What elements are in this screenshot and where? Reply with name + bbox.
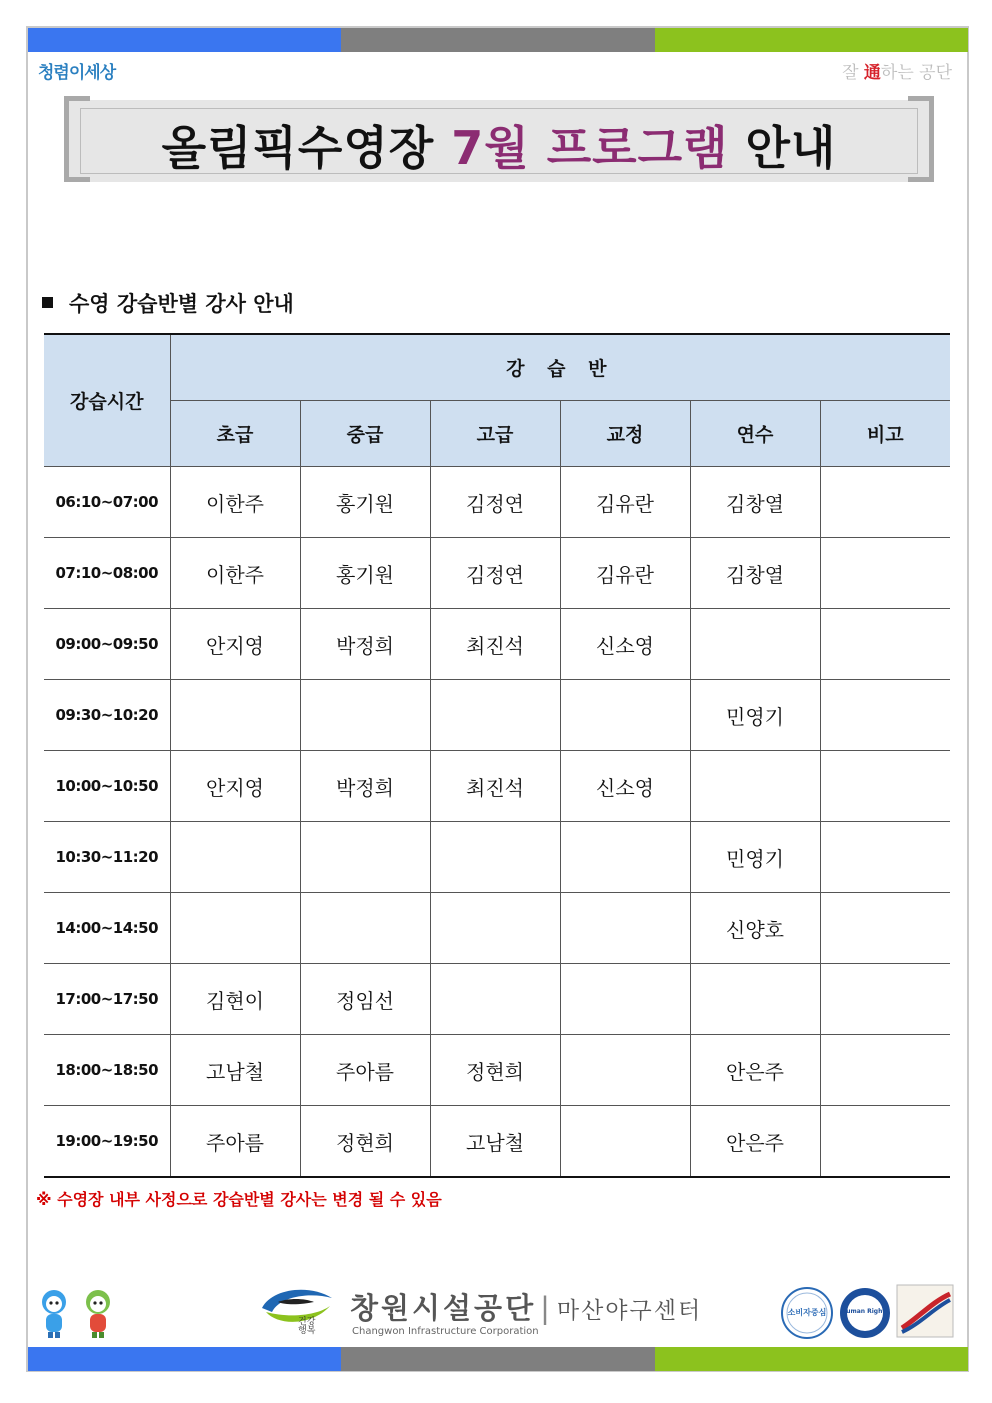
instructor-cell <box>560 1035 690 1106</box>
column-header: 비고 <box>820 401 950 467</box>
table-row <box>44 1035 950 1106</box>
instructor-cell <box>690 964 820 1035</box>
instructor-cell <box>300 680 430 751</box>
instructor-cell: 고남철 <box>170 1035 300 1106</box>
page-title: 올림픽수영장 7월 프로그램 안내 <box>161 121 837 175</box>
instructor-cell <box>690 609 820 680</box>
instructor-cell: 최진석 <box>430 609 560 680</box>
change-notice: ※ 수영장 내부 사정으로 강습반별 강사는 변경 될 수 있음 <box>36 1190 442 1209</box>
instructor-cell <box>430 893 560 964</box>
time-cell: 14:00~14:50 <box>44 893 170 964</box>
class-group-header: 강 습 반 <box>170 334 950 401</box>
section-heading: 수영 강습반별 강사 안내 <box>42 288 294 318</box>
table-row <box>44 538 950 609</box>
time-cell: 07:10~08:00 <box>44 538 170 609</box>
time-column-header: 강습시간 <box>44 334 170 467</box>
instructor-cell: 이한주 <box>170 538 300 609</box>
time-cell: 09:30~10:20 <box>44 680 170 751</box>
time-cell: 09:00~09:50 <box>44 609 170 680</box>
instructor-cell <box>560 680 690 751</box>
human-rights-badge-icon: Human Rights <box>838 1286 892 1340</box>
certification-flag-icon <box>896 1284 954 1342</box>
column-header: 교정 <box>560 401 690 467</box>
instructor-cell <box>820 609 950 680</box>
organization-name: 창원시설공단 | 마산야구센터 <box>350 1291 703 1325</box>
bottom-color-bar <box>28 1347 968 1371</box>
corporation-logo-icon <box>258 1282 338 1346</box>
instructor-cell: 신소영 <box>560 609 690 680</box>
column-header: 초급 <box>170 401 300 467</box>
instructor-cell: 주아름 <box>300 1035 430 1106</box>
table-row <box>44 467 950 538</box>
table-row <box>44 609 950 680</box>
title-box <box>68 100 930 182</box>
instructor-cell <box>300 822 430 893</box>
instructor-cell: 안은주 <box>690 1035 820 1106</box>
instructor-cell <box>170 680 300 751</box>
instructor-cell <box>820 893 950 964</box>
instructor-cell <box>820 467 950 538</box>
instructor-cell: 신양호 <box>690 893 820 964</box>
header-slogan-right: 잘 通하는 공단 <box>842 63 952 83</box>
instructor-cell <box>170 822 300 893</box>
instructor-cell: 신소영 <box>560 751 690 822</box>
time-cell: 06:10~07:00 <box>44 467 170 538</box>
instructor-cell: 박정희 <box>300 609 430 680</box>
instructor-cell: 박정희 <box>300 751 430 822</box>
instructor-cell: 김창열 <box>690 538 820 609</box>
instructor-cell <box>170 893 300 964</box>
table-row <box>44 893 950 964</box>
instructor-cell <box>690 751 820 822</box>
instructor-cell: 정현희 <box>300 1106 430 1178</box>
time-cell: 18:00~18:50 <box>44 1035 170 1106</box>
instructor-cell <box>820 822 950 893</box>
column-header: 고급 <box>430 401 560 467</box>
instructor-cell <box>820 1106 950 1178</box>
instructor-cell: 정현희 <box>430 1035 560 1106</box>
instructor-cell <box>430 822 560 893</box>
instructor-cell <box>820 1035 950 1106</box>
instructor-cell <box>430 964 560 1035</box>
instructor-cell: 김유란 <box>560 467 690 538</box>
instructor-cell <box>560 893 690 964</box>
instructor-cell <box>820 680 950 751</box>
table-row <box>44 680 950 751</box>
top-color-bar <box>28 28 968 52</box>
time-cell: 10:00~10:50 <box>44 751 170 822</box>
instructor-cell <box>430 680 560 751</box>
instructor-cell <box>820 751 950 822</box>
column-header: 연수 <box>690 401 820 467</box>
instructor-cell: 고남철 <box>430 1106 560 1178</box>
instructor-cell: 김정연 <box>430 467 560 538</box>
instructor-cell <box>820 538 950 609</box>
logo-caption: 건강 행복 <box>298 1317 316 1336</box>
instructor-cell: 김유란 <box>560 538 690 609</box>
instructor-cell: 김창열 <box>690 467 820 538</box>
consumer-centered-badge-icon: 소비자중심 <box>780 1286 834 1340</box>
instructor-cell: 안지영 <box>170 609 300 680</box>
instructor-cell <box>560 822 690 893</box>
instructor-cell <box>300 893 430 964</box>
schedule-body <box>44 467 950 1178</box>
square-bullet-icon <box>42 297 53 308</box>
instructor-cell: 안은주 <box>690 1106 820 1178</box>
table-row <box>44 964 950 1035</box>
mascot-images <box>34 1284 134 1346</box>
certification-badges <box>780 1284 954 1342</box>
instructor-cell: 김정연 <box>430 538 560 609</box>
table-row <box>44 1106 950 1178</box>
mascot-icon <box>34 1284 134 1342</box>
instructor-cell: 민영기 <box>690 822 820 893</box>
table-row <box>44 751 950 822</box>
instructor-cell: 홍기원 <box>300 538 430 609</box>
instructor-cell <box>560 964 690 1035</box>
column-header: 중급 <box>300 401 430 467</box>
instructor-cell: 안지영 <box>170 751 300 822</box>
schedule-table <box>44 333 950 1178</box>
instructor-cell: 홍기원 <box>300 467 430 538</box>
instructor-cell: 주아름 <box>170 1106 300 1178</box>
time-cell: 10:30~11:20 <box>44 822 170 893</box>
instructor-cell: 최진석 <box>430 751 560 822</box>
instructor-cell: 정임선 <box>300 964 430 1035</box>
instructor-cell: 이한주 <box>170 467 300 538</box>
instructor-cell <box>560 1106 690 1178</box>
table-row <box>44 822 950 893</box>
time-cell: 19:00~19:50 <box>44 1106 170 1178</box>
instructor-cell: 김현이 <box>170 964 300 1035</box>
instructor-cell: 민영기 <box>690 680 820 751</box>
instructor-cell <box>820 964 950 1035</box>
organization-english-name: Changwon Infrastructure Corporation <box>352 1326 539 1337</box>
time-cell: 17:00~17:50 <box>44 964 170 1035</box>
header-slogan-left: 청렴이세상 <box>38 63 116 83</box>
